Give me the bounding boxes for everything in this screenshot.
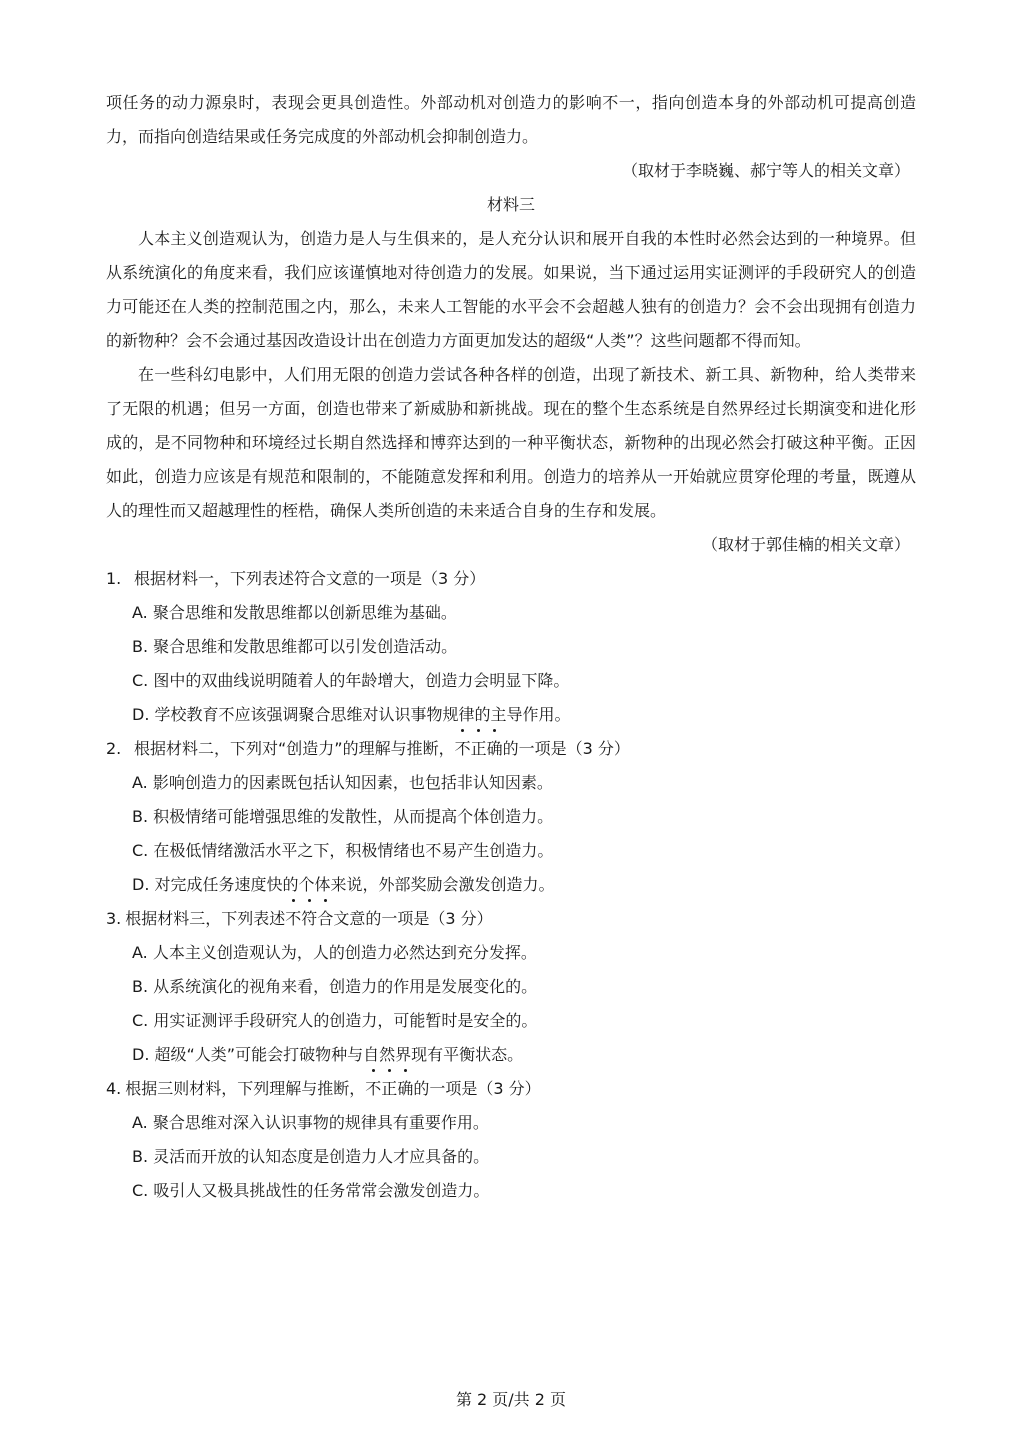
option-d[interactable]: D. 学校教育不应该强调聚合思维对认识事物规律的主导作用。: [132, 705, 571, 724]
question-stem: [106, 562, 916, 596]
question-number: 3.: [106, 909, 122, 928]
page-footer: 第 2 页/共 2 页: [455, 1390, 567, 1409]
question-1: [106, 562, 916, 732]
option-a[interactable]: A. 人本主义创造观认为，人的创造力必然达到充分发挥。: [132, 943, 537, 962]
option-c[interactable]: C. 在极低情绪激活水平之下，积极情绪也不易产生创造力。: [132, 841, 554, 860]
option-b[interactable]: B. 从系统演化的视角来看，创造力的作用是发展变化的。: [132, 977, 538, 996]
emphasis-char: 合: [317, 902, 333, 936]
question-3: [106, 902, 916, 1072]
question-number: 1.: [106, 569, 122, 588]
emphasis-char: 正: [381, 1072, 397, 1106]
material3-source: （取材于郭佳楠的相关文章）: [701, 535, 910, 554]
option-d[interactable]: D. 超级“人类”可能会打破物种与自然界现有平衡状态。: [132, 1045, 524, 1064]
emphasized-word: [285, 909, 333, 928]
option-c[interactable]: C. 吸引人又极具挑战性的任务常常会激发创造力。: [132, 1181, 490, 1200]
question-4: [106, 1072, 916, 1208]
material3-paragraph: 人本主义创造观认为，创造力是人与生俱来的，是人充分认识和展开自我的本性时必然会达到的一种境界。但从系统演化的角度来看，我们应该谨慎地对待创造力的发展。如果说，当下通过运用实证测评的手段研究人的创造力可能还在人类的控制范围之内，那么，未来人工智能的水平会不会超越人独有的创造力？会不会出现拥有创造力的新物种？会不会通过基因改造设计出在创造力方面更加发达的超级“人类”？这些问题都不得而知。: [106, 229, 916, 350]
material3-paragraph: 在一些科幻电影中，人们用无限的创造力尝试各种各样的创造，出现了新技术、新工具、新物种，给人类带来了无限的机遇；但另一方面，创造也带来了新威胁和新挑战。现在的整个生态系统是自然界经过长期演变和进化形成的，是不同物种和环境经过长期自然选择和博弈达到的一种平衡状态，新物种的出现必然会打破这种平衡。正因如此，创造力应该是有规范和限制的，不能随意发挥和利用。创造力的培养从一开始就应贯穿伦理的考量，既遵从人的理性而又超越理性的桎梏，确保人类所创造的未来适合自身的生存和发展。: [106, 365, 916, 520]
question-text-post: 的一项是（3 分）: [413, 1079, 541, 1098]
question-text-post: 文意的一项是（3 分）: [333, 909, 493, 928]
option-b[interactable]: B. 聚合思维和发散思维都可以引发创造活动。: [132, 637, 458, 656]
emphasized-word: [365, 1079, 413, 1098]
question-stem: [106, 1072, 916, 1106]
material3-heading: 材料三: [486, 195, 535, 214]
emphasized-word: [455, 739, 503, 758]
emphasis-char: 不: [365, 1072, 381, 1106]
emphasis-char: 符: [301, 902, 317, 936]
question-text-pre: 根据材料二，下列对“创造力”的理解与推断，: [134, 739, 455, 758]
question-text-post: 的一项是（3 分）: [502, 739, 630, 758]
option-c[interactable]: C. 用实证测评手段研究人的创造力，可能暂时是安全的。: [132, 1011, 538, 1030]
option-c[interactable]: C. 图中的双曲线说明随着人的年龄增大，创造力会明显下降。: [132, 671, 570, 690]
material2-source: （取材于李晓巍、郝宁等人的相关文章）: [621, 161, 910, 180]
emphasis-char: 确: [397, 1072, 413, 1106]
emphasis-char: 正: [471, 732, 487, 766]
option-a[interactable]: A. 影响创造力的因素既包括认知因素，也包括非认知因素。: [132, 773, 553, 792]
option-b[interactable]: B. 积极情绪可能增强思维的发散性，从而提高个体创造力。: [132, 807, 554, 826]
question-text: 根据材料一，下列表述符合文意的一项是（3 分）: [134, 569, 486, 588]
emphasis-char: 确: [487, 732, 503, 766]
question-text-pre: 根据材料三，下列表述: [125, 909, 286, 928]
question-stem: [106, 732, 916, 766]
option-b[interactable]: B. 灵活而开放的认知态度是创造力人才应具备的。: [132, 1147, 490, 1166]
question-stem: [106, 902, 916, 936]
option-d[interactable]: D. 对完成任务速度快的个体来说，外部奖励会激发创造力。: [132, 875, 555, 894]
emphasis-char: 不: [455, 732, 471, 766]
material2-tail-text: 项任务的动力源泉时，表现会更具创造性。外部动机对创造力的影响不一，指向创造本身的外部动机可提高创造力，而指向创造结果或任务完成度的外部动机会抑制创造力。: [106, 93, 916, 146]
question-number: 4.: [106, 1079, 122, 1098]
question-2: [106, 732, 916, 902]
question-number: 2.: [106, 739, 122, 758]
option-a[interactable]: A. 聚合思维对深入认识事物的规律具有重要作用。: [132, 1113, 489, 1132]
question-text-pre: 根据三则材料，下列理解与推断，: [125, 1079, 366, 1098]
emphasis-char: 不: [285, 902, 301, 936]
option-a[interactable]: A. 聚合思维和发散思维都以创新思维为基础。: [132, 603, 457, 622]
page-content: [106, 86, 916, 1208]
